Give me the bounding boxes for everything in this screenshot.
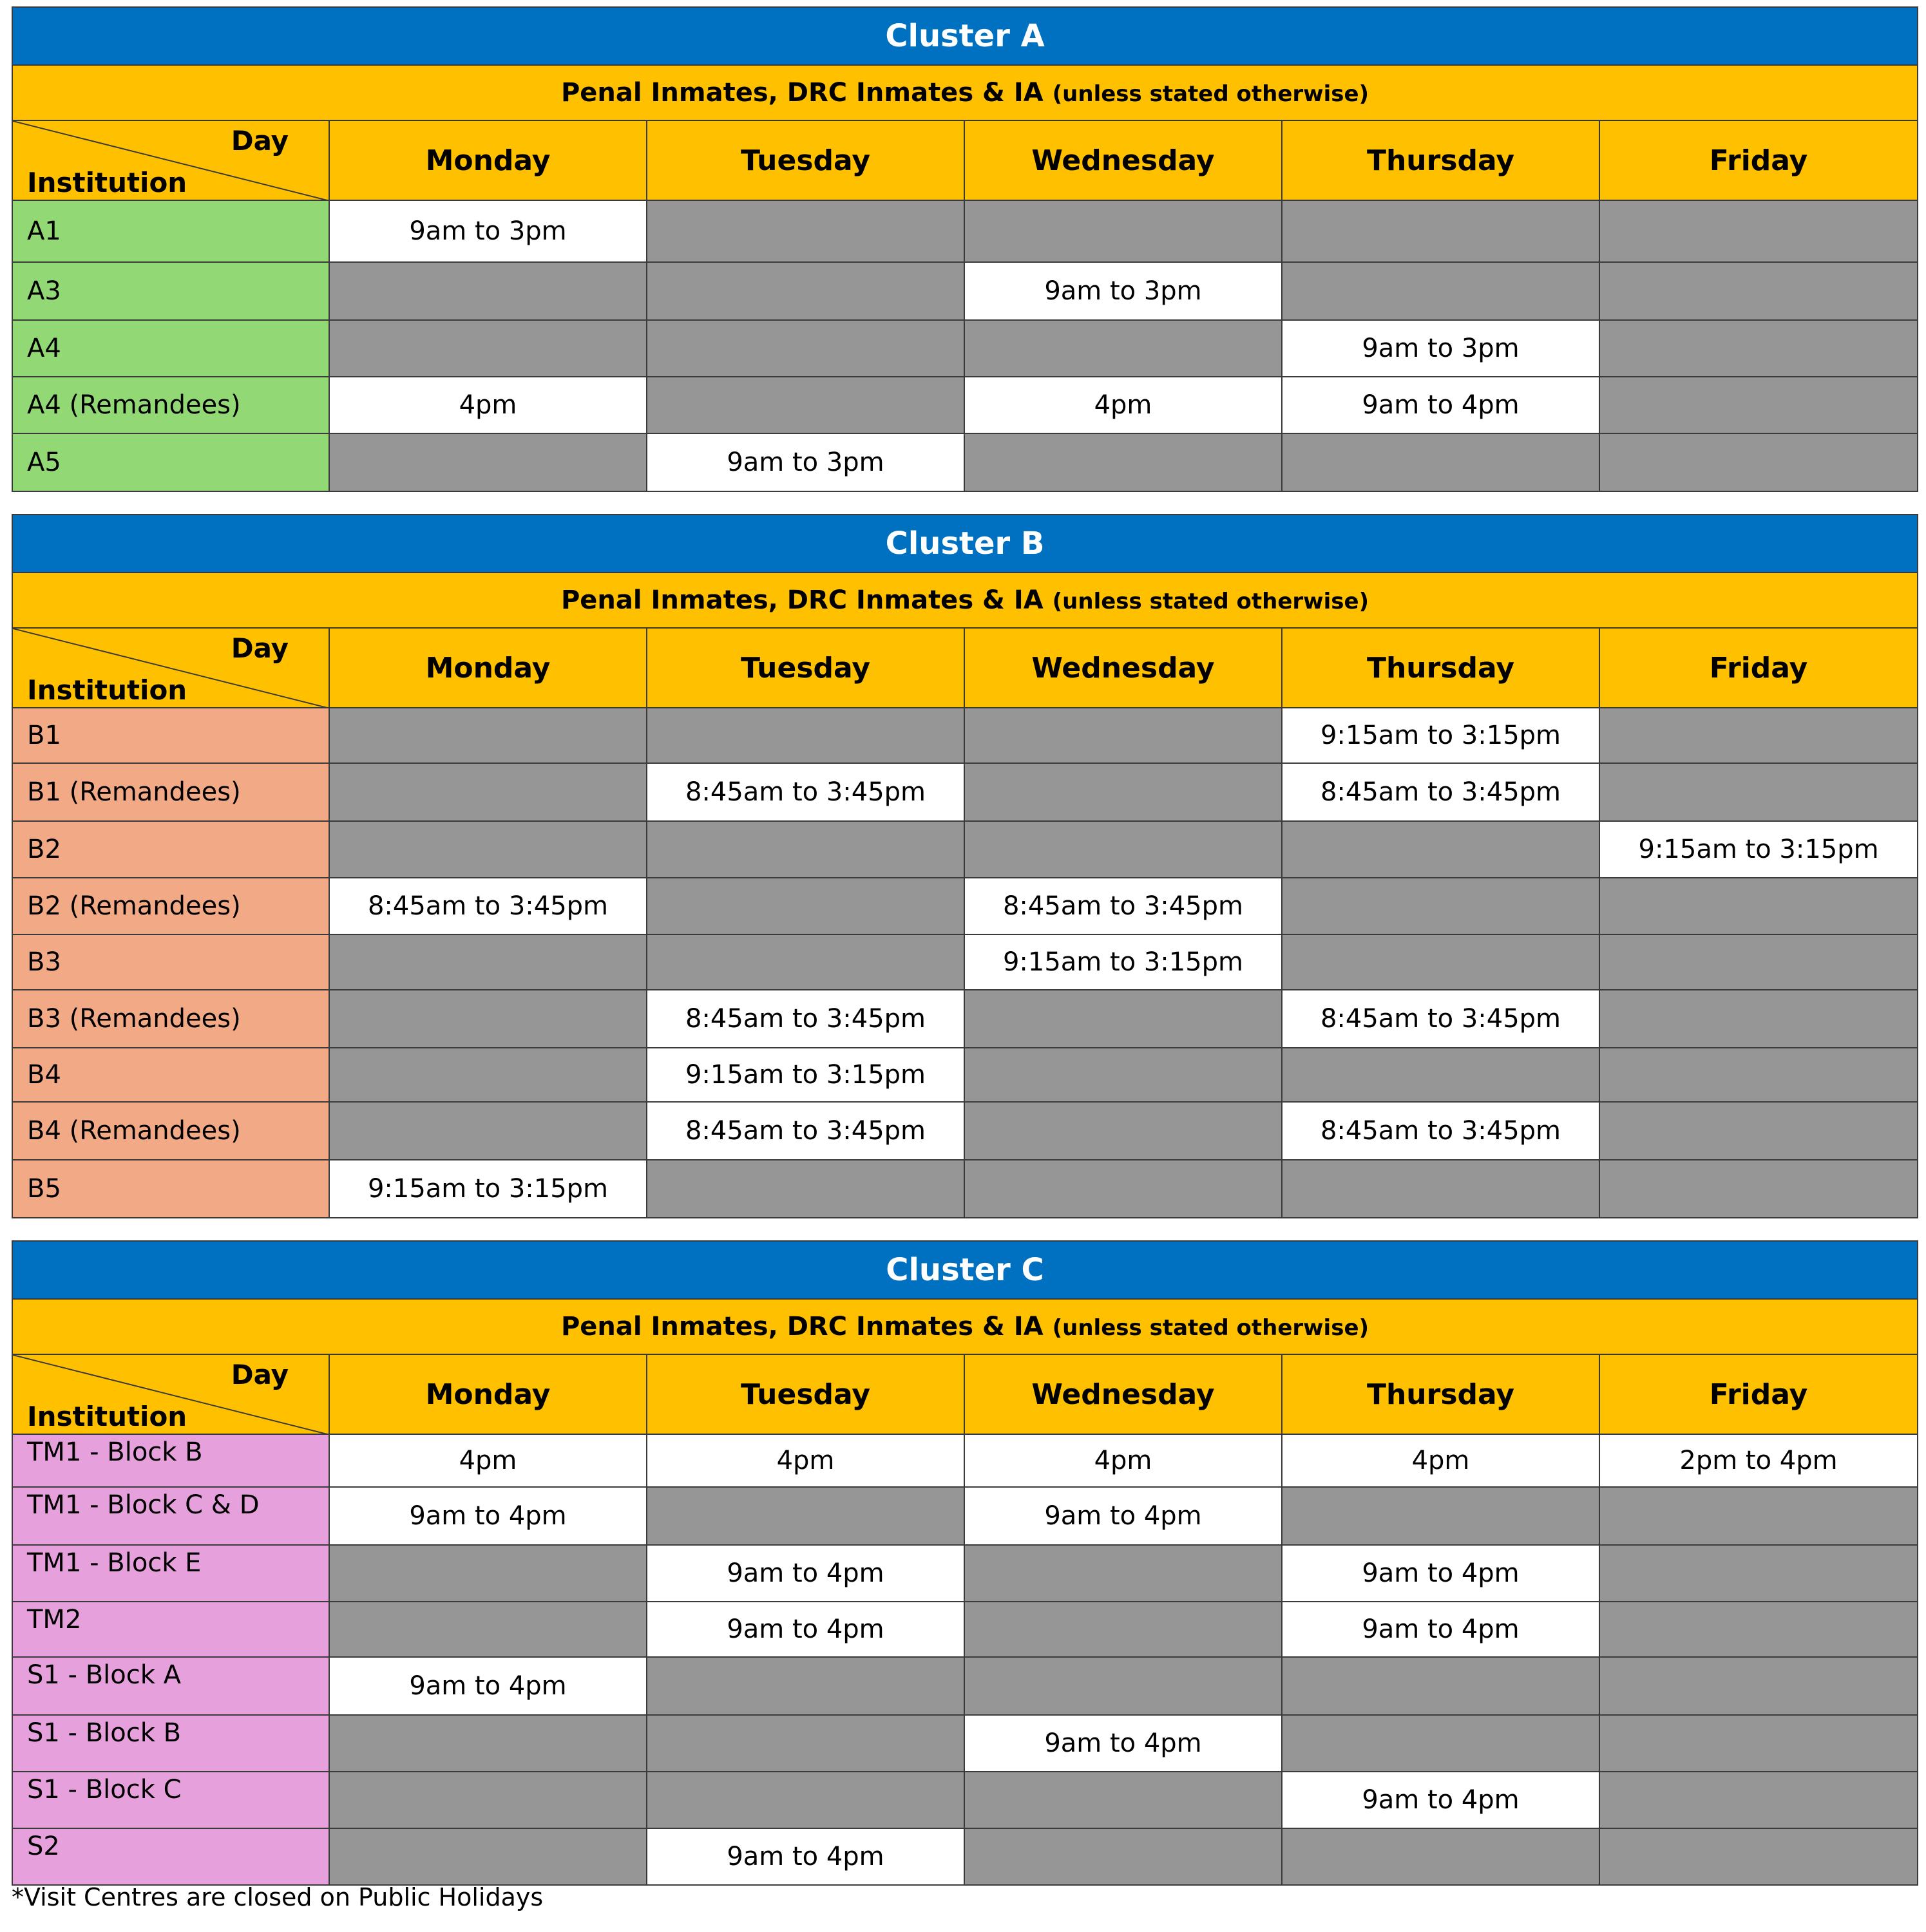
visit-slot-tuesday: 9:15am to 3:15pm — [647, 1048, 964, 1102]
visit-slot-tuesday: 8:45am to 3:45pm — [647, 763, 964, 821]
institution-name: TM1 - Block B — [12, 1434, 329, 1487]
cluster-subtitle-row — [12, 1299, 1918, 1354]
visit-slot-wednesday: 8:45am to 3:45pm — [964, 878, 1282, 934]
day-header-wednesday: Wednesday — [964, 120, 1282, 200]
no-visit-cell — [1282, 1048, 1599, 1102]
visit-slot-thursday: 4pm — [1282, 1434, 1599, 1487]
institution-name: TM1 - Block C & D — [12, 1487, 329, 1545]
no-visit-cell — [1282, 878, 1599, 934]
no-visit-cell — [329, 821, 647, 878]
no-visit-cell — [1599, 934, 1918, 990]
day-header-monday: Monday — [329, 120, 647, 200]
no-visit-cell — [964, 708, 1282, 763]
no-visit-cell — [964, 320, 1282, 377]
institution-name: A1 — [12, 200, 329, 262]
table-row — [12, 708, 1918, 763]
table-row — [12, 200, 1918, 262]
cluster-subtitle — [12, 573, 1918, 628]
visit-slot-wednesday: 9am to 4pm — [964, 1487, 1282, 1545]
visit-slot-wednesday: 4pm — [964, 377, 1282, 433]
cluster-title-row — [12, 7, 1918, 65]
no-visit-cell — [647, 1657, 964, 1715]
visit-slot-thursday: 8:45am to 3:45pm — [1282, 990, 1599, 1048]
no-visit-cell — [329, 1048, 647, 1102]
no-visit-cell — [1599, 1602, 1918, 1657]
no-visit-cell — [647, 1715, 964, 1772]
no-visit-cell — [329, 1772, 647, 1828]
day-header-thursday: Thursday — [1282, 1354, 1599, 1434]
no-visit-cell — [1599, 262, 1918, 320]
no-visit-cell — [1599, 1487, 1918, 1545]
visit-slot-wednesday: 9am to 4pm — [964, 1715, 1282, 1772]
table-row — [12, 821, 1918, 878]
no-visit-cell — [647, 1487, 964, 1545]
no-visit-cell — [329, 763, 647, 821]
table-row — [12, 1048, 1918, 1102]
no-visit-cell — [647, 934, 964, 990]
corner-institution-label: Institution — [27, 167, 187, 198]
no-visit-cell — [1282, 1715, 1599, 1772]
table-row — [12, 934, 1918, 990]
day-header-friday: Friday — [1599, 628, 1918, 708]
day-header-friday: Friday — [1599, 1354, 1918, 1434]
no-visit-cell — [329, 1715, 647, 1772]
no-visit-cell — [964, 1048, 1282, 1102]
institution-name: S1 - Block C — [12, 1772, 329, 1828]
institution-name: S1 - Block B — [12, 1715, 329, 1772]
day-header-tuesday: Tuesday — [647, 1354, 964, 1434]
visit-slot-monday: 9am to 3pm — [329, 200, 647, 262]
no-visit-cell — [1599, 320, 1918, 377]
no-visit-cell — [647, 200, 964, 262]
schedule-table-c — [12, 1240, 1918, 1886]
no-visit-cell — [1599, 1160, 1918, 1218]
visit-slot-tuesday: 9am to 3pm — [647, 433, 964, 491]
no-visit-cell — [964, 200, 1282, 262]
no-visit-cell — [964, 1545, 1282, 1602]
institution-name: TM2 — [12, 1602, 329, 1657]
table-row — [12, 1602, 1918, 1657]
no-visit-cell — [647, 708, 964, 763]
day-header-row — [12, 1354, 1918, 1434]
cluster-title: Cluster B — [12, 515, 1918, 573]
no-visit-cell — [329, 1828, 647, 1885]
table-row — [12, 377, 1918, 433]
no-visit-cell — [329, 990, 647, 1048]
institution-name: B4 — [12, 1048, 329, 1102]
day-header-tuesday: Tuesday — [647, 628, 964, 708]
institution-name: S1 - Block A — [12, 1657, 329, 1715]
visit-slot-wednesday: 9am to 3pm — [964, 262, 1282, 320]
institution-name: A5 — [12, 433, 329, 491]
schedule-table-a — [12, 6, 1918, 492]
no-visit-cell — [1282, 1487, 1599, 1545]
no-visit-cell — [1599, 763, 1918, 821]
corner-header-cell — [12, 1354, 329, 1434]
day-header-wednesday: Wednesday — [964, 628, 1282, 708]
no-visit-cell — [1599, 377, 1918, 433]
no-visit-cell — [647, 262, 964, 320]
no-visit-cell — [329, 708, 647, 763]
cluster-c-table-wrapper — [12, 1240, 1917, 1886]
cluster-title-row — [12, 1241, 1918, 1299]
visit-slot-monday: 4pm — [329, 1434, 647, 1487]
no-visit-cell — [1282, 1828, 1599, 1885]
corner-header-cell — [12, 120, 329, 200]
table-row — [12, 1102, 1918, 1160]
table-row — [12, 1772, 1918, 1828]
no-visit-cell — [1599, 1545, 1918, 1602]
no-visit-cell — [964, 990, 1282, 1048]
visit-slot-thursday: 9:15am to 3:15pm — [1282, 708, 1599, 763]
no-visit-cell — [964, 1828, 1282, 1885]
visit-slot-thursday: 9am to 4pm — [1282, 1602, 1599, 1657]
day-header-row — [12, 628, 1918, 708]
institution-name: S2 — [12, 1828, 329, 1885]
no-visit-cell — [1599, 1715, 1918, 1772]
no-visit-cell — [647, 1160, 964, 1218]
no-visit-cell — [964, 821, 1282, 878]
no-visit-cell — [329, 320, 647, 377]
visit-slot-monday: 9am to 4pm — [329, 1657, 647, 1715]
institution-name: B1 (Remandees) — [12, 763, 329, 821]
no-visit-cell — [964, 433, 1282, 491]
institution-name: A4 — [12, 320, 329, 377]
table-row — [12, 320, 1918, 377]
no-visit-cell — [329, 934, 647, 990]
subtitle-note: (unless stated otherwise) — [1052, 81, 1369, 107]
visit-slot-thursday: 8:45am to 3:45pm — [1282, 763, 1599, 821]
day-header-monday: Monday — [329, 1354, 647, 1434]
subtitle-note: (unless stated otherwise) — [1052, 1315, 1369, 1341]
no-visit-cell — [1599, 433, 1918, 491]
visit-slot-wednesday: 4pm — [964, 1434, 1282, 1487]
visit-slot-tuesday: 4pm — [647, 1434, 964, 1487]
corner-institution-label: Institution — [27, 674, 187, 706]
visit-slot-tuesday: 8:45am to 3:45pm — [647, 1102, 964, 1160]
no-visit-cell — [964, 1772, 1282, 1828]
table-row — [12, 1160, 1918, 1218]
institution-name: B3 — [12, 934, 329, 990]
table-row — [12, 1487, 1918, 1545]
no-visit-cell — [1599, 708, 1918, 763]
visit-slot-friday: 2pm to 4pm — [1599, 1434, 1918, 1487]
footnote: *Visit Centres are closed on Public Holidays — [12, 1883, 544, 1911]
no-visit-cell — [647, 821, 964, 878]
visit-slot-tuesday: 9am to 4pm — [647, 1828, 964, 1885]
visit-slot-thursday: 9am to 3pm — [1282, 320, 1599, 377]
no-visit-cell — [964, 1102, 1282, 1160]
visit-slot-thursday: 9am to 4pm — [1282, 1772, 1599, 1828]
institution-name: B5 — [12, 1160, 329, 1218]
corner-institution-label: Institution — [27, 1401, 187, 1432]
visit-slot-friday: 9:15am to 3:15pm — [1599, 821, 1918, 878]
cluster-title-row — [12, 515, 1918, 573]
corner-header-cell — [12, 628, 329, 708]
no-visit-cell — [329, 433, 647, 491]
no-visit-cell — [1599, 1657, 1918, 1715]
day-header-wednesday: Wednesday — [964, 1354, 1282, 1434]
visit-slot-tuesday: 9am to 4pm — [647, 1602, 964, 1657]
no-visit-cell — [1599, 1102, 1918, 1160]
no-visit-cell — [647, 1772, 964, 1828]
no-visit-cell — [964, 763, 1282, 821]
cluster-title: Cluster C — [12, 1241, 1918, 1299]
visit-slot-thursday: 9am to 4pm — [1282, 377, 1599, 433]
day-header-tuesday: Tuesday — [647, 120, 964, 200]
cluster-subtitle — [12, 65, 1918, 120]
cluster-a-table-wrapper — [12, 6, 1917, 492]
no-visit-cell — [964, 1657, 1282, 1715]
institution-name: B2 — [12, 821, 329, 878]
corner-day-label: Day — [231, 125, 289, 156]
no-visit-cell — [647, 377, 964, 433]
visit-slot-thursday: 8:45am to 3:45pm — [1282, 1102, 1599, 1160]
no-visit-cell — [1599, 990, 1918, 1048]
subtitle-main: Penal Inmates, DRC Inmates & IA — [560, 1312, 1044, 1341]
no-visit-cell — [329, 262, 647, 320]
corner-day-label: Day — [231, 632, 289, 664]
day-header-monday: Monday — [329, 628, 647, 708]
visit-slot-monday: 9:15am to 3:15pm — [329, 1160, 647, 1218]
corner-day-label: Day — [231, 1359, 289, 1390]
subtitle-main: Penal Inmates, DRC Inmates & IA — [560, 585, 1044, 615]
visit-slot-monday: 8:45am to 3:45pm — [329, 878, 647, 934]
no-visit-cell — [1282, 1160, 1599, 1218]
no-visit-cell — [647, 878, 964, 934]
visit-slot-thursday: 9am to 4pm — [1282, 1545, 1599, 1602]
no-visit-cell — [1282, 200, 1599, 262]
visit-slot-monday: 9am to 4pm — [329, 1487, 647, 1545]
table-row — [12, 262, 1918, 320]
cluster-subtitle-row — [12, 65, 1918, 120]
table-row — [12, 878, 1918, 934]
visit-slot-tuesday: 9am to 4pm — [647, 1545, 964, 1602]
no-visit-cell — [1599, 878, 1918, 934]
schedule-table-b — [12, 514, 1918, 1218]
institution-name: B4 (Remandees) — [12, 1102, 329, 1160]
no-visit-cell — [1599, 1828, 1918, 1885]
no-visit-cell — [1282, 1657, 1599, 1715]
visit-slot-wednesday: 9:15am to 3:15pm — [964, 934, 1282, 990]
no-visit-cell — [329, 1545, 647, 1602]
no-visit-cell — [1282, 821, 1599, 878]
institution-name: TM1 - Block E — [12, 1545, 329, 1602]
day-header-row — [12, 120, 1918, 200]
no-visit-cell — [1282, 934, 1599, 990]
institution-name: A4 (Remandees) — [12, 377, 329, 433]
day-header-friday: Friday — [1599, 120, 1918, 200]
institution-name: B2 (Remandees) — [12, 878, 329, 934]
no-visit-cell — [1599, 200, 1918, 262]
table-row — [12, 990, 1918, 1048]
table-row — [12, 1828, 1918, 1885]
subtitle-note: (unless stated otherwise) — [1052, 589, 1369, 614]
table-row — [12, 763, 1918, 821]
cluster-title: Cluster A — [12, 7, 1918, 65]
table-row — [12, 1434, 1918, 1487]
visit-slot-monday: 4pm — [329, 377, 647, 433]
table-row — [12, 1545, 1918, 1602]
no-visit-cell — [1599, 1772, 1918, 1828]
no-visit-cell — [329, 1602, 647, 1657]
institution-name: B3 (Remandees) — [12, 990, 329, 1048]
no-visit-cell — [1599, 1048, 1918, 1102]
table-row — [12, 433, 1918, 491]
no-visit-cell — [1282, 262, 1599, 320]
no-visit-cell — [329, 1102, 647, 1160]
table-row — [12, 1657, 1918, 1715]
no-visit-cell — [964, 1602, 1282, 1657]
table-row — [12, 1715, 1918, 1772]
no-visit-cell — [1282, 433, 1599, 491]
no-visit-cell — [647, 320, 964, 377]
cluster-subtitle-row — [12, 573, 1918, 628]
cluster-b-table-wrapper — [12, 514, 1917, 1218]
no-visit-cell — [964, 1160, 1282, 1218]
cluster-subtitle — [12, 1299, 1918, 1354]
institution-name: A3 — [12, 262, 329, 320]
institution-name: B1 — [12, 708, 329, 763]
day-header-thursday: Thursday — [1282, 628, 1599, 708]
subtitle-main: Penal Inmates, DRC Inmates & IA — [560, 78, 1044, 108]
day-header-thursday: Thursday — [1282, 120, 1599, 200]
visit-slot-tuesday: 8:45am to 3:45pm — [647, 990, 964, 1048]
